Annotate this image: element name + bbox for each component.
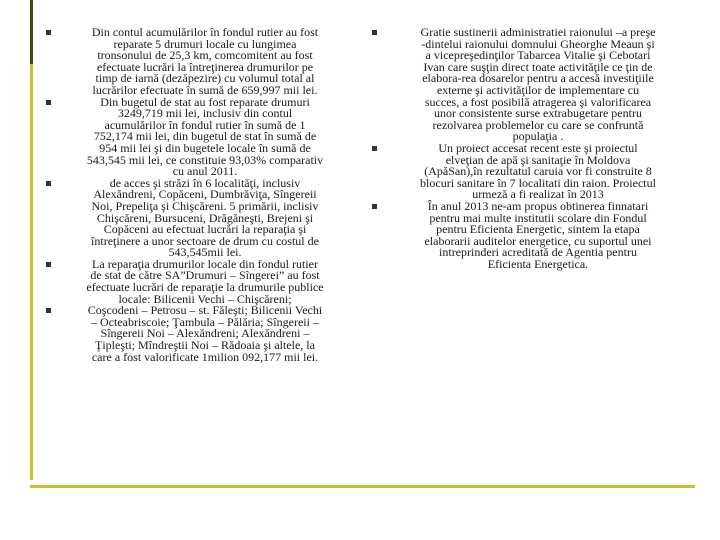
list-item xyxy=(40,94,340,179)
square-bullet-icon xyxy=(372,204,377,209)
list-item-text: La reparaţia drumurilor locale din fondul rutier de stat de către SA”Drumuri – Sîngerei” au fost efectuate lucrări de reparaţie la drumurile publice locale: Bilicenii Vechi – Chişcăreni; xyxy=(86,256,324,306)
list-item xyxy=(40,175,340,260)
list-item xyxy=(40,256,340,306)
list-item xyxy=(40,305,340,363)
bottom-horizontal-rule xyxy=(30,485,695,488)
list-item xyxy=(40,27,340,97)
left-bullet-list xyxy=(40,27,340,363)
list-item xyxy=(366,27,680,143)
list-item-text: de acces şi străzi în 6 localităţi, inclusiv Alexăndreni, Copăceni, Dumbrăviţa, Sîngereii Noi, Prepeliţa şi Chişcăreni. 5 primării, inclisiv Chişcăreni, Bursuceni, Drăgăneşti, Brejeni şi Copăceni au efectuat lucrări la reparaţia şi întreţinere a unor sectoare de drum cu costul de 543,545mii lei. xyxy=(91,175,319,260)
list-item xyxy=(366,198,680,271)
square-bullet-icon xyxy=(46,30,51,35)
list-item-text: În anul 2013 ne-am propus obtinerea finnatari pentru mai multe institutii scolare din Fondul pentru Eficienta Energetic, sintem la etapa elaborarii auditelor energetice, cu suportul unei intreprinderi acreditată de Agentia pentru Eficienta Energetica. xyxy=(424,198,652,271)
square-bullet-icon xyxy=(372,146,377,151)
square-bullet-icon xyxy=(46,308,51,313)
right-text-column xyxy=(366,27,680,270)
list-item-text: Din contul acumulărilor în fondul rutier au fost reparate 5 drumuri locale cu lungimea tronsonului de 25,3 km, comcomitent au fost efectuate lucrări la întreţinerea drumurilor pe timp de iarnă (dezăpezire) cu volumul total al lucrărilor efectuate în sumă de 659,997 mii lei. xyxy=(91,25,319,97)
list-item xyxy=(366,140,680,202)
right-bullet-list xyxy=(366,27,680,270)
left-vertical-rule-accent xyxy=(30,0,33,64)
square-bullet-icon xyxy=(46,100,51,105)
list-item-text: Gratie sustinerii administratiei raionului –a preşe -dintelui raionului domnului Gheorghe Meaun şi a vicepreşedinţilor Tabarcea Vitalie şi Cebotari Ivan care suşţin direct toate activităţile ce ţin de elabora-rea dosarelor pentru a accesă investiţiile externe şi activităţilor de implementare cu succes, a fost posibilă atragerea şi valorificarea unor consistente surse extrabugetare pentru rezolvarea problemelor cu care se confruntă populaţia . xyxy=(420,25,656,144)
left-text-column xyxy=(40,27,340,363)
left-vertical-rule xyxy=(30,0,33,480)
list-item-text: Din bugetul de stat au fost reparate drumuri 3249,719 mii lei, inclusiv din contul acumulărilor în fondul rutier în sumă de 1 752,174 mii lei, din bugetul de stat în sumă de 954 mii lei şi din bugetele locale în sumă de 543,545 mii lei, ce constituie 93,03% comparativ cu anul 2011. xyxy=(86,94,324,179)
square-bullet-icon xyxy=(46,181,51,186)
list-item-text: Coşcodeni – Petrosu – st. Făleşti; Bilicenii Vechi – Octeabriscoie; Ţambula – Pălăria; Sîngereii – Sîngereii Noi – Alexăndreni; Alexăndreni – Ţipleşti; Mîndreştii Noi – Rădoaia şi altele, la care a fost valorificate 1milion 092,177 mii lei. xyxy=(87,303,323,364)
square-bullet-icon xyxy=(46,262,51,267)
list-item-text: Un proiect accesat recent este şi proiectul elveţian de apă şi sanitaţie în Moldova (ApăSan),în rezultatul caruia vor fi construite 8 blocuri sanitare în 7 localitati din raion. Proiectul urmeză a fi realizat în 2013 xyxy=(420,140,656,202)
square-bullet-icon xyxy=(372,30,377,35)
